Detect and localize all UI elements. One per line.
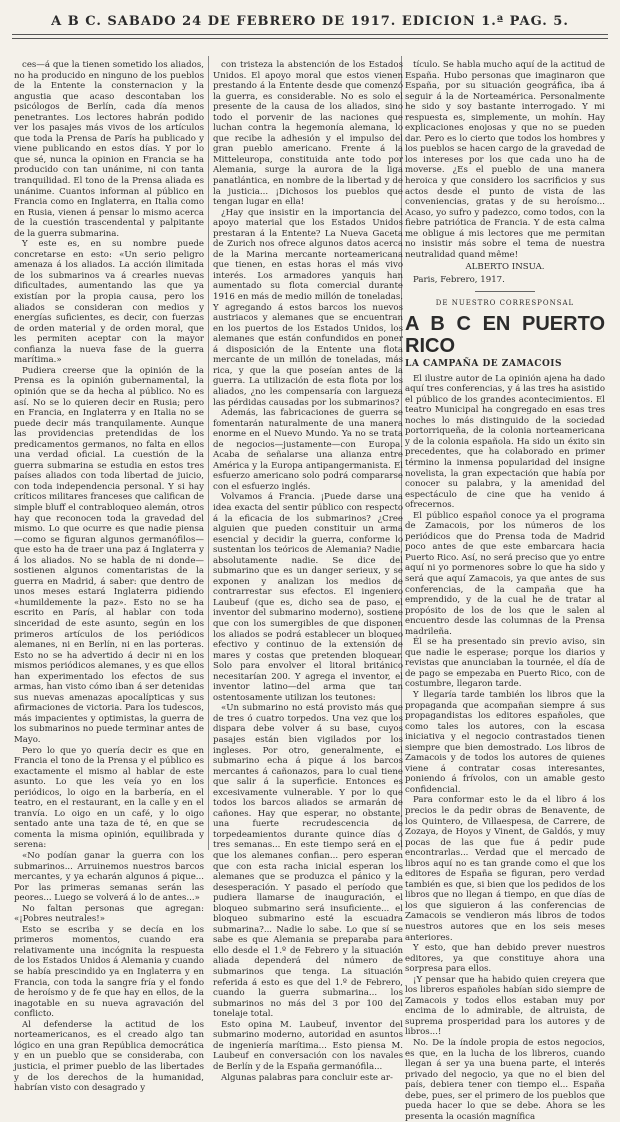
col1-paragraph: Esto se escriba y se decía en los primeros momentos, cuando era relativamente una incógnita la respuesta de los Estados Unidos á Alemania y cuando se había prescindido ya en Inglaterra y en Francia, con toda la sangre fría y el fondo de heroísmo y de fe que hay en ellos, de la inagotable en su nueva agravación del conflicto. <box>14 924 204 1020</box>
article-title: A B C EN PUERTO RICO <box>405 313 605 358</box>
col1-paragraph: Y este es, en su nombre puede concretarse en esto: «Un serio peligro amenaza á los aliados. La acción ilimitada de los submarinos va á crearles nuevas dificultades, aumentando las que ya existían por la propia causa, pero los aliados se consideran con medios y energías suficientes, es decir, con fuerzas de orden material y de orden moral, que les permiten aceptar con la mayor confianza la nueva fase de la guerra marítima.» <box>14 239 204 366</box>
col1-paragraph: «No podían ganar la guerra con los submarinos... Arruinemos nuestros barcos mercantes, y ya echarán algunos á pique... Por las primeras semanas serán las peores... Luego se volverá á lo de antes...» <box>14 851 204 904</box>
column-3 <box>405 60 605 1122</box>
col1-paragraph: ces—á que la tienen sometido los aliados, no ha producido en ninguno de los pueblos de la Entente la consternacion y la angustia que acaso descontaban los psicólogos de Berlín, cada día menos penetrantes. Los lectores habrán podido ver los pasajes más vivos de los artículos que toda la Prensa de París ha publicado y viene publicando en estos días. Y por lo que sé, nunca la opinion en Francia se ha producido con tan unánime, ni con tanta tranquilidad. El tono de la Prensa aliada es unánime. Cuantos informan al público en Francia como en Inglaterra, en Italia como en Rusia, vienen á pensar lo mismo acerca de la cuestión trascendental y palpitante de la guerra submarina. <box>14 60 204 239</box>
signature: ALBERTO INSUA. <box>465 262 545 273</box>
page-header: A B C. SABADO 24 DE FEBRERO DE 1917. EDICION 1.ª PAG. 5. <box>51 14 569 29</box>
col3-paragraph: Y esto, que han debido prever nuestros editores, ya que constituye ahora una sorpresa para ellos. <box>405 943 605 975</box>
col3-paragraph: El público español conoce ya el programa de Zamacois, por los números de los periódicos que do Prensa toda de Madrid poco antes de que este embarcara hacia Puerto Rico. Así, no será preciso que yo entre aquí ni yo pormenores sobre lo que ha sido y será que aquí Zamacois, ya que antes de sus conferencias, de la campaña que ha emprendido, y de la cual he de tratar al propósito de los de los que le salen al encuentro desde las columnas de la Prensa madrileña. <box>405 510 605 637</box>
col3-paragraph: El ilustre autor de La opinión ajena ha dado aquí tres conferencias, y á las tres ha asistido el público de los grandes acontecimientos. El teatro Municipal ha congregado en esas tres noches lo más distinguido de la sociedad portorriqueña, de la colonia norteamericana y de la colonia española. Ha sido un éxito sin precedentes, que ha colaborado en primer término la inmensa popularidad del insigne novelista, la gran expectación que había por conocer su palabra, y la amenidad del espectáculo de cine que ha venido á ofrecernos. <box>405 373 605 511</box>
col1-paragraph: Al defenderse la actitud de los norteamericanos, es el creado algo tan lógico en una gran República democrática y en un pueblo que se consideraba, con justicia, el primer pueblo de las libertades y de los derechos de la humanidad, habrían visto con desagrado y <box>14 1019 204 1094</box>
col3-paragraph: tículo. Se habla mucho aquí de la actitud de España. Hubo personas que imaginaron que España, por su situación geográfica, iba á seguir á la de Norteamérica. Personalmente he sido y soy bastante interrogado. Y mi respuesta es, simplemente, un mohín. Hay explicaciones enojosas y que no se pueden dar. Pero es lo cierto que todos los hombres y los pueblos se hacen cargo de la gravedad de los intereses por los que cada uno ha de moverse. ¿Es el pueblo de una manera heroica y que considero los sacrificios y sus actos desde el punto de vista de las conveniencias, gratas y de su heroísmo... Acaso, yo sufro y padezco, como todos, con la fiebre patriótica de Francia. Y de esta calma me obligue á mis lectores que me permitan no insistir más sobre el tema de nuestra neutralidad quand même! <box>405 60 605 260</box>
section-divider <box>475 291 535 292</box>
header-rule-bottom <box>12 38 608 39</box>
col2-paragraph: Algunas palabras para concluir este ar- <box>221 1072 393 1083</box>
col3-paragraph: Para conformar esto le da el libro á los precios le da pedir obras de Benavente, de los Quintero, de Villaespesa, de Carrere, de Zozaya, de Hoyos y Vinent, de Galdós, y muy pocas de las que fue á pedir pude encontrarlas... Verdad que el mercado de libros aquí no es tan grande como el que los editores de España se figuran, pero verdad también es que, si bien que los pedidos de los libros que no llegan á tiempo, en que días de los que siguieron á las conferencias de Zamacois se vendieron más libros de todos nuestros autores que en los seis meses anteriores. <box>405 795 605 943</box>
col1-paragraph: Pero lo que yo quería decir es que en Francia el tono de la Prensa y el público es exactamente el mismo al hablar de este asunto. Lo que les veía yo en los periódicos, lo oigo en la barbería, en el teatro, en el restaurant, en la calle y en el tranvía. Lo oigo en un café, y lo oigo sentado ante una taza de té, en que se comenta la misma opinión, equilibrada y serena: <box>14 745 204 851</box>
column-1 <box>14 60 204 1094</box>
column-divider-1 <box>208 56 209 850</box>
col2-paragraph: con tristeza la abstención de los Estados Unidos. El apoyo moral que estos vienen prestando á la Entente desde que comenzó la guerra, es considerable. No es solo el presente de la causa de los aliados, sino todo el porvenir de las naciones que luchan contra la hegemonía alemana, lo que recibe la adhesión y el impulso del gran pueblo americano. Frente á la Mitteleuropa, constituida ante todo por Alemania, surge la aurora de la liga panatlántica, en nombre de la libertad y de la justicia... ¡Dichosos los pueblos que tengan lugar en ella! <box>213 60 403 208</box>
col2-paragraph: Volvamos á Francia. ¡Puede darse una idea exacta del sentir público con respecto á la eficacia de los submarinos? ¿Cree alguien que pueden constituir un arma esencial y decidir la guerra, conforme lo sustentan los teóricos de Alemania? Nadie, absolutamente nadie. Se dice del submarino que es un danger serieux, y se exponen y analizan los medios de contrarrestar sus efectos. El ingeniero Laubeuf (que es, dicho sea de paso, el inventor del submarino moderno), sostiene que con los sumergibles de que disponen los aliados se podrá establecer un bloqueo efectivo y continuo de la extensión de mares y costas que pretenden bloquear. Solo para envolver el litoral británico necesitarían 200. Y agrega el inventor, el inventor latino—del arma que tan ostentosamente utilizan los teutones: <box>213 492 403 703</box>
col3-paragraph: Y llegaría tarde también los libros que la propaganda que acompañan siempre á sus propagandistas los editores españoles, que como tales los autores, con la escasa iniciativa y el negocio contrastados tienen siempre que bien demostrado. Los libros de Zamacois y de todos los autores de quienes viene á contratar cosas interesantes, poniendo á frívolos, con un amable gesto confidencial. <box>405 689 605 795</box>
col3-paragraph: ¡Y pensar que ha habido quien creyera que los libreros españoles habían sido siempre de Zamacois y todos ellos estaban muy por encima de lo admirable, de altruista, de suprema prosperidad para los autores y de libros...! <box>405 974 605 1038</box>
col3-paragraph: No. De la índole propia de estos negocios, es que, en la lucha de los libreros, cuando llegan á ser ya una buena parte, el interés privado del negocio, ya que no el bien del país, debiera tener con tiempo el... España debe, pues, ser el primero de los pueblos que pueda hacer lo que se debe. Ahora se les presenta la ocasión magnífica <box>405 1038 605 1122</box>
dateline: Paris, Febrero, 1917. <box>413 274 505 285</box>
col2-paragraph: Esto opina M. Laubeuf, inventor del submarino moderno, autoridad en asuntos de ingeniería marítima... Esto piensa M. Laubeuf en conversación con los navales de Berlín y de la España germanófila... <box>213 1019 403 1072</box>
col1-paragraph: No faltan personas que agregan: «¡Pobres neutrales!» <box>14 903 204 925</box>
column-2 <box>213 60 403 1083</box>
col2-paragraph: Además, las fabricaciones de guerra se fomentarán naturalmente de una manera enorme en el Nuevo Mundo. Ya no se trata de negocios—justamente—con Europa. Acaba de señalarse una alianza entre América y la Europa antipangermanista. El esfuerzo americano solo podrá compararse con el esfuerzo inglés. <box>213 408 403 492</box>
article-subtitle: LA CAMPAÑA DE ZAMACOIS <box>405 359 562 370</box>
correspondent-label: DE NUESTRO CORRESPONSAL <box>435 299 575 308</box>
col3-paragraph: Él se ha presentado sin previo aviso, sin que nadie le esperase; porque los diarios y revistas que anunciaban la tournée, el día de de pago se empezaba en Puerto Rico, con de costumbre, llegaron tarde. <box>405 637 605 690</box>
header-rule-top <box>12 34 608 35</box>
col2-paragraph: ¿Hay que insistir en la importancia del apoyo material que los Estados Unidos prestaran á la Entente? La Nueva Gaceta de Zurich nos ofrece algunos datos acerca de la Marina mercante norteamericana que tienen, en estas horas el más vivo interés. Los armadores yanquis han aumentado su flota comercial durante 1916 en más de medio millón de toneladas. Y agregando á estos barcos los nuevos austriacos y alemanes que se encuentran en los puertos de los Estados Unidos, los alemanes que están confundidos en poner á disposición de la Entente una flota mercante de un millón de toneladas, más rica, y que la que poseían antes de la guerra. La utilización de esta flota por los aliados, ¿no les compensaría con largueza las pérdidas causadas por los submarinos? <box>213 207 403 408</box>
col1-paragraph: Pudiera creerse que la opinión de la Prensa es la opinión gubernamental, la opinión que se da hecha al público. No es así. No se lo quieren decir en Rusia; pero en Francia, en Inglaterra y en Italia no se puede decir más tranquilamente. Aunque las providencias pretendidas de los predicamentos germanos, no falta en ellos una verdad oficial. La cuestión de la guerra submarina se estudia en estos tres países aliados con toda libertad de juicio, con toda independencia personal. Y si hay críticos militares franceses que califican de simple bluff el contrabloqueo alemán, otros hay que reconocen toda la gravedad del mismo. Lo que ocurre es que nadie piensa—como se figuran algunos germanófilos—que esto ha de traer una paz á Inglaterra y á los aliados. No se habla de ni donde—sostienen algunos comentaristas de la guerra en Madrid, á saber: que dentro de unos meses estará Inglaterra pidiendo «humildemente la paz». Esto no se ha escrito en París, al hablar con toda sinceridad de este asunto, según en los primeros artículos de los periódicos alemanes, ni en Berlín, ni en las porteras. Esto no se ha advertido á decir ni en los mismos periódicos alemanes, y es que ellos han experimentado los efectos de sus armas, han visto cómo iban á ser detenidas sus nuevas amenazas apocalípticas y sus afirmaciones de victoria. Para los tudescos, más impacientes y optimistas, la guerra de los submarinos no puede terminar antes de Mayo. <box>14 365 204 745</box>
col2-paragraph: «Un submarino no está provisto más que de tres ó cuatro torpedos. Una vez que los dispara debe volver á su base, cuyos pasajes están bien vigilados por los ingleses. Por otro, generalmente, el submarino echa á pique á los barcos mercantes á cañonazos, para lo cual tiene que salir á la superficie. Entonces es excesivamente vulnerable. Y por lo que todos los barcos aliados se armarán de cañones. Hay que esperar, no obstante, una fuerte recrudescencia de torpedeamientos durante quince días ó tres semanas... En este tiempo será en el que los alemanes confian... pero esperan que con esta racha inicial esperan los alemanes que se produzca el pánico y la desesperación. Y pasado el período que pudiera llamarse de inauguración, el bloqueo submarino será insuficiente... el bloqueo submarino esté la escuadra submarina?... Nadie lo sabe. Lo que sí se sabe es que Alemania se preparaba para ello desde el 1.º de Febrero y la situación aliada dependerá del número de submarinos que tenga. La situación referida á esto es que del 1.º de Febrero, cuando la guerra submarina... los submarinos no más del 3 por 100 del tonelaje total. <box>213 703 403 1020</box>
